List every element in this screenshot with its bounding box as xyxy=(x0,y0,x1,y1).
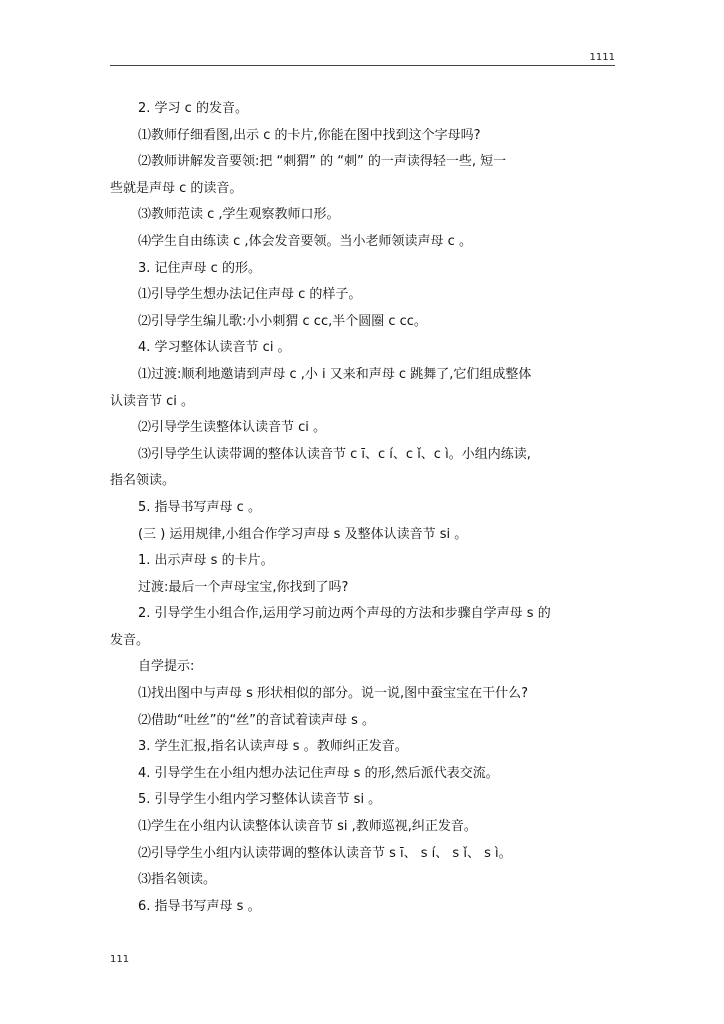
text-line: ⑴引导学生想办法记住声母 c 的样子。 xyxy=(138,287,362,303)
text-line: ⑷学生自由练读 c ,体会发音要领。当小老师领读声母 c 。 xyxy=(138,233,472,249)
text-line: 6. 指导书写声母 s 。 xyxy=(138,898,261,914)
text-line: 4. 学习整体认读音节 ci 。 xyxy=(138,340,291,356)
text-line: ⑵引导学生读整体认读音节 ci 。 xyxy=(138,420,327,436)
text-line: 3. 记住声母 c 的形。 xyxy=(138,260,261,276)
text-line: ⑵借助“吐丝”的“丝”的音试着读声母 s 。 xyxy=(138,712,375,728)
text-line: ⑵引导学生小组内认读带调的整体认读音节 s ī、 s í、 s ǐ、 s ì。 xyxy=(138,845,512,861)
text-line: ⑶指名领读。 xyxy=(138,872,217,888)
text-line: ⑴找出图中与声母 s 形状相似的部分。说一说,图中蚕宝宝在干什么? xyxy=(138,686,529,702)
text-line: 3. 学生汇报,指名认读声母 s 。教师纠正发音。 xyxy=(138,739,408,755)
text-line: 指名领读。 xyxy=(110,473,176,489)
text-line: 2. 学习 c 的发音。 xyxy=(138,101,248,116)
text-line: ⑶教师范读 c ,学生观察教师口形。 xyxy=(138,207,340,223)
text-line: 些就是声母 c 的读音。 xyxy=(110,180,243,196)
page-header xyxy=(110,52,615,66)
text-line: 发音。 xyxy=(110,632,150,648)
footer-page-number: 111 xyxy=(110,954,130,965)
header-page-number: 1111 xyxy=(589,52,615,63)
text-line: 5. 指导书写声母 c 。 xyxy=(138,499,261,515)
text-line: ⑴过渡:顺利地邀请到声母 c ,小 i 又来和声母 c 跳舞了,它们组成整体 xyxy=(138,366,532,382)
text-line: 认读音节 ci 。 xyxy=(110,393,195,409)
header-divider xyxy=(110,65,615,66)
text-line: ⑴学生在小组内认读整体认读音节 si ,教师巡视,纠正发音。 xyxy=(138,819,477,835)
text-line: ⑵引导学生编儿歌:小小刺猬 c cc,半个圆圈 c cc。 xyxy=(138,313,427,329)
text-line: ⑴教师仔细看图,出示 c 的卡片,你能在图中找到这个字母吗? xyxy=(138,127,481,143)
text-line: 自学提示: xyxy=(138,659,195,675)
text-line: 5. 引导学生小组内学习整体认读音节 si 。 xyxy=(138,792,382,808)
text-line: ⑵教师讲解发音要领:把 “刺猬” 的 “刺” 的一声读得轻一些, 短一 xyxy=(138,154,507,170)
document-body xyxy=(110,96,615,920)
text-line: ⑶引导学生认读带调的整体认读音节 c ī、c í、c ǐ、c ì。小组内练读, xyxy=(138,446,531,462)
text-line: 4. 引导学生在小组内想办法记住声母 s 的形,然后派代表交流。 xyxy=(138,765,499,781)
text-line: (三 ) 运用规律,小组合作学习声母 s 及整体认读音节 si 。 xyxy=(138,526,468,542)
text-line: 2. 引导学生小组合作,运用学习前边两个声母的方法和步骤自学声母 s 的 xyxy=(138,606,551,622)
text-line: 过渡:最后一个声母宝宝,你找到了吗? xyxy=(138,579,349,595)
text-line: 1. 出示声母 s 的卡片。 xyxy=(138,553,274,569)
